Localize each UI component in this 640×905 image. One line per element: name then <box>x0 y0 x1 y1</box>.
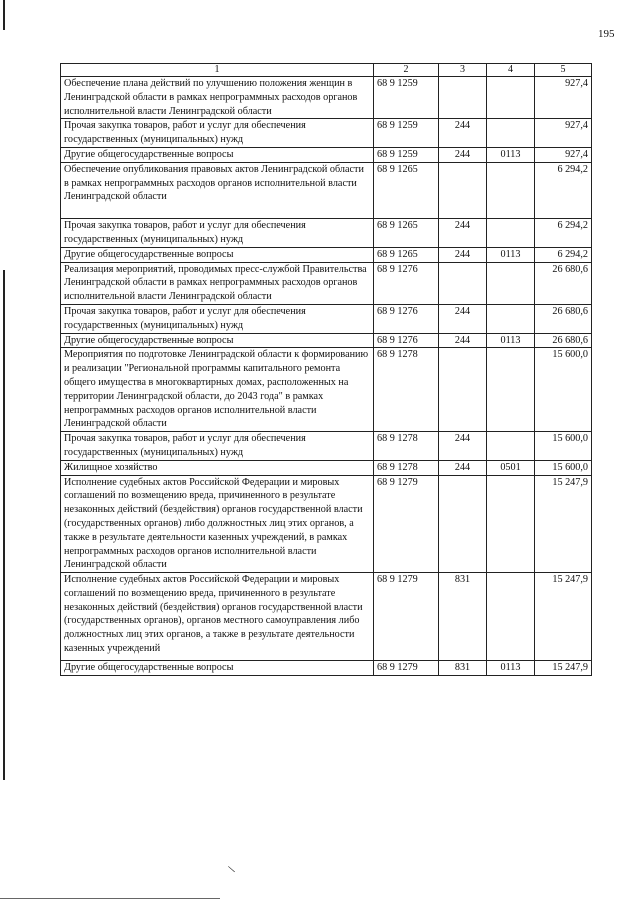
row-sum-cell: 6 294,2 <box>535 219 592 248</box>
row-vr-cell: 244 <box>439 304 487 333</box>
row-name-cell: Прочая закупка товаров, работ и услуг для обеспечения государственных (муниципальных) нужд <box>61 119 374 148</box>
row-sum-cell: 15 600,0 <box>535 432 592 461</box>
row-vr-cell: 244 <box>439 247 487 262</box>
row-vr-cell: 244 <box>439 119 487 148</box>
table-header <box>61 64 592 77</box>
row-rz-cell <box>487 475 535 573</box>
row-vr-cell: 244 <box>439 147 487 162</box>
row-code-cell: 68 9 1259 <box>374 77 439 119</box>
row-name-cell: Исполнение судебных актов Российской Федерации и мировых соглашений по возмещению вреда, причиненного в результате незаконных действий (бездействия) органов государственной власти (государственных органов), органов местного самоуправления либо должностных лиц этих органов, а также в результате деятельности казенных учреждений <box>61 573 374 661</box>
row-rz-cell: 0113 <box>487 147 535 162</box>
row-code-cell: 68 9 1265 <box>374 162 439 218</box>
row-name-cell: Реализация мероприятий, проводимых пресс-службой Правительства Ленинградской области в рамках непрограммных расходов органов исполнительной власти Ленинградской области <box>61 262 374 304</box>
row-code-cell: 68 9 1279 <box>374 573 439 661</box>
row-sum-cell: 927,4 <box>535 147 592 162</box>
row-code-cell: 68 9 1278 <box>374 460 439 475</box>
row-rz-cell <box>487 162 535 218</box>
row-name-cell: Жилищное хозяйство <box>61 460 374 475</box>
row-sum-cell: 927,4 <box>535 77 592 119</box>
row-sum-cell: 15 247,9 <box>535 660 592 675</box>
row-name-cell: Прочая закупка товаров, работ и услуг для обеспечения государственных (муниципальных) нужд <box>61 432 374 461</box>
row-rz-cell: 0113 <box>487 660 535 675</box>
scan-edge-mark-left <box>3 270 5 780</box>
row-code-cell: 68 9 1276 <box>374 262 439 304</box>
row-name-cell: Другие общегосударственные вопросы <box>61 247 374 262</box>
page-number: 195 <box>598 28 615 40</box>
row-code-cell: 68 9 1276 <box>374 304 439 333</box>
row-vr-cell <box>439 475 487 573</box>
row-code-cell: 68 9 1259 <box>374 119 439 148</box>
row-name-cell: Прочая закупка товаров, работ и услуг для обеспечения государственных (муниципальных) нужд <box>61 304 374 333</box>
row-vr-cell <box>439 348 487 432</box>
table-row <box>61 660 592 675</box>
row-rz-cell <box>487 348 535 432</box>
table-row <box>61 348 592 432</box>
row-rz-cell <box>487 432 535 461</box>
row-sum-cell: 15 247,9 <box>535 573 592 661</box>
row-name-cell: Обеспечение плана действий по улучшению положения женщин в Ленинградской области в рамках непрограммных расходов органов исполнительной власти Ленинградской области <box>61 77 374 119</box>
table-row <box>61 247 592 262</box>
table-row <box>61 262 592 304</box>
row-code-cell: 68 9 1279 <box>374 475 439 573</box>
row-code-cell: 68 9 1276 <box>374 333 439 348</box>
row-vr-cell: 831 <box>439 660 487 675</box>
header-col-3: 3 <box>439 64 487 77</box>
header-col-1: 1 <box>61 64 374 77</box>
row-code-cell: 68 9 1259 <box>374 147 439 162</box>
header-col-4: 4 <box>487 64 535 77</box>
scan-stray-mark: \ <box>226 862 237 876</box>
header-row <box>61 64 592 77</box>
row-vr-cell <box>439 162 487 218</box>
table-row <box>61 304 592 333</box>
table-row <box>61 333 592 348</box>
row-sum-cell: 6 294,2 <box>535 162 592 218</box>
row-sum-cell: 15 247,9 <box>535 475 592 573</box>
row-vr-cell: 831 <box>439 573 487 661</box>
row-rz-cell <box>487 77 535 119</box>
table-row <box>61 219 592 248</box>
header-col-2: 2 <box>374 64 439 77</box>
row-rz-cell: 0113 <box>487 333 535 348</box>
row-rz-cell: 0113 <box>487 247 535 262</box>
row-code-cell: 68 9 1265 <box>374 247 439 262</box>
row-code-cell: 68 9 1278 <box>374 348 439 432</box>
row-name-cell: Другие общегосударственные вопросы <box>61 333 374 348</box>
row-vr-cell: 244 <box>439 432 487 461</box>
row-vr-cell: 244 <box>439 460 487 475</box>
row-rz-cell <box>487 219 535 248</box>
row-vr-cell <box>439 77 487 119</box>
row-rz-cell <box>487 119 535 148</box>
row-vr-cell: 244 <box>439 219 487 248</box>
row-name-cell: Обеспечение опубликования правовых актов Ленинградской области в рамках непрограммных расходов органов исполнительной власти Ленинградской области <box>61 162 374 218</box>
table-row <box>61 119 592 148</box>
row-sum-cell: 15 600,0 <box>535 348 592 432</box>
row-rz-cell <box>487 262 535 304</box>
row-sum-cell: 26 680,6 <box>535 304 592 333</box>
table-row <box>61 162 592 218</box>
row-vr-cell: 244 <box>439 333 487 348</box>
row-rz-cell: 0501 <box>487 460 535 475</box>
row-name-cell: Исполнение судебных актов Российской Федерации и мировых соглашений по возмещению вреда, причиненного в результате незаконных действий (бездействия) органов государственной власти (государственных органов) либо должностных лиц этих органов, а также в результате деятельности казенных учреждений, в рамках непрограммных расходов органов исполнительной власти Ленинградской области <box>61 475 374 573</box>
table-row <box>61 432 592 461</box>
row-sum-cell: 26 680,6 <box>535 333 592 348</box>
scan-bottom-line <box>0 898 220 899</box>
row-sum-cell: 6 294,2 <box>535 247 592 262</box>
row-name-cell: Прочая закупка товаров, работ и услуг для обеспечения государственных (муниципальных) нужд <box>61 219 374 248</box>
row-rz-cell <box>487 573 535 661</box>
row-code-cell: 68 9 1279 <box>374 660 439 675</box>
table-row <box>61 147 592 162</box>
table-row <box>61 475 592 573</box>
table-body <box>61 77 592 676</box>
row-vr-cell <box>439 262 487 304</box>
row-name-cell: Другие общегосударственные вопросы <box>61 147 374 162</box>
row-code-cell: 68 9 1278 <box>374 432 439 461</box>
row-name-cell: Мероприятия по подготовке Ленинградской области к формированию и реализации "Региональной программы капитального ремонта общего имущества в многоквартирных домах, расположенных на территории Ленинградской области, до 2043 года" в рамках непрограммных расходов органов исполнительной власти Ленинградской области <box>61 348 374 432</box>
row-name-cell: Другие общегосударственные вопросы <box>61 660 374 675</box>
table-row <box>61 77 592 119</box>
budget-table <box>60 63 592 676</box>
row-rz-cell <box>487 304 535 333</box>
row-sum-cell: 26 680,6 <box>535 262 592 304</box>
table-row <box>61 573 592 661</box>
scan-edge-mark-top <box>3 0 5 30</box>
row-code-cell: 68 9 1265 <box>374 219 439 248</box>
header-col-5: 5 <box>535 64 592 77</box>
row-sum-cell: 15 600,0 <box>535 460 592 475</box>
row-sum-cell: 927,4 <box>535 119 592 148</box>
table-row <box>61 460 592 475</box>
